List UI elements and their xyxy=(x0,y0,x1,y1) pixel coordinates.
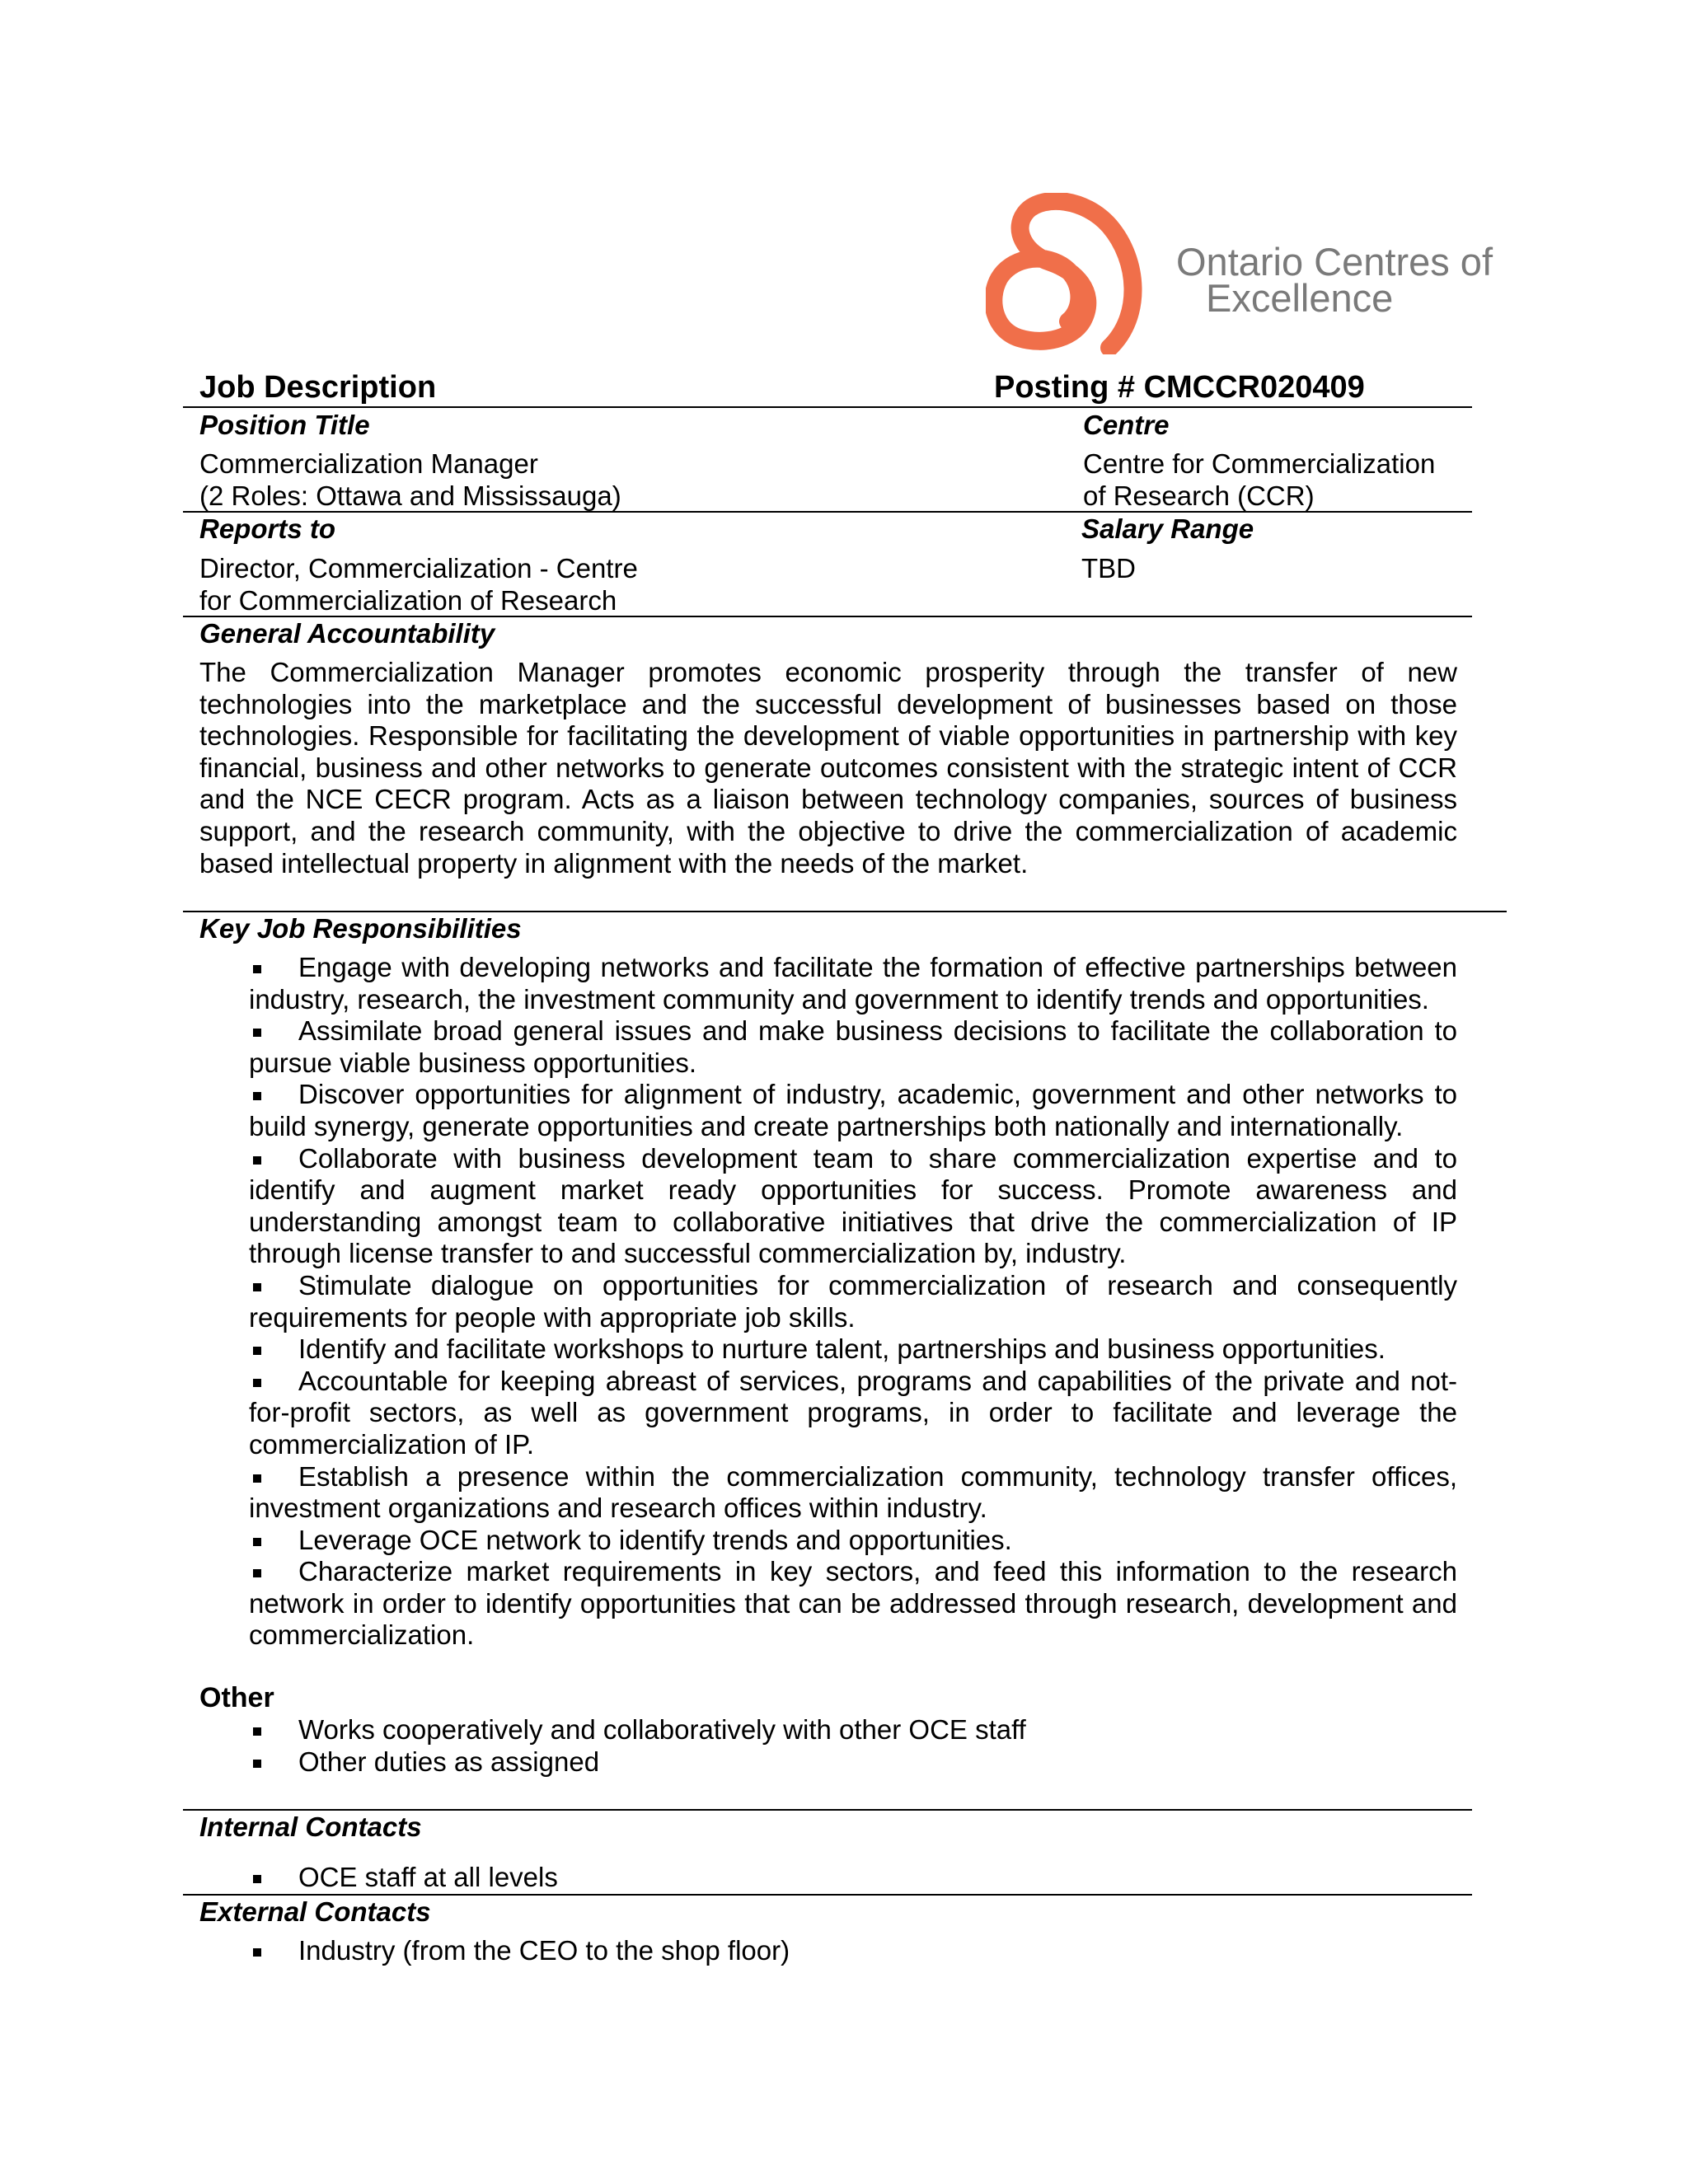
other-label: Other xyxy=(199,1682,274,1713)
position-title-line1: Commercialization Manager xyxy=(199,448,538,479)
list-item: OCE staff at all levels xyxy=(298,1862,558,1892)
list-item: Characterize market requirements in key sectors, and feed this information to the research network in order to identify opportunities that can be addressed through research, development and commercialization. xyxy=(249,1556,1457,1651)
general-accountability-label: General Accountability xyxy=(199,618,495,649)
key-responsibilities-label: Key Job Responsibilities xyxy=(199,913,522,944)
general-accountability-text: The Commercialization Manager promotes economic prosperity through the transfer of new technologies into the marketplace and the successful development of businesses based on those technologies. Responsible for facilitating the development of viable opportunities in partnership with key financial, business and other networks to generate outcomes consistent with the strategic intent of CCR and the NCE CECR program. Acts as a liaison between technology companies, sources of business support, and the research community, with the objective to drive the commercialization of academic based intellectual property in alignment with the needs of the market. xyxy=(199,657,1457,879)
centre-line1: Centre for Commercialization xyxy=(1083,448,1436,479)
oce-logo-icon xyxy=(986,193,1147,354)
list-item: Stimulate dialogue on opportunities for commercialization of research and consequently requirements for people with appropriate job skills. xyxy=(249,1269,1457,1333)
internal-contacts-label: Internal Contacts xyxy=(199,1811,422,1842)
reports-to-line1: Director, Commercialization - Centre xyxy=(199,553,638,583)
document-title: Job Description xyxy=(199,370,437,405)
position-title-line2: (2 Roles: Ottawa and Mississauga) xyxy=(199,480,621,511)
responsibilities-list xyxy=(249,952,1457,1652)
list-item: Collaborate with business development team to share commercialization expertise and to identify and augment market ready opportunities for success. Promote awareness and understanding amongst team to collaborative initiatives that drive the commercialization of IP through license transfer to and successful commercialization by, industry. xyxy=(249,1142,1457,1269)
list-item: Accountable for keeping abreast of services, programs and capabilities of the private and not-for-profit sectors, as well as government programs, in order to facilitate and leverage the commercialization of IP. xyxy=(249,1365,1457,1460)
position-title-label: Position Title xyxy=(199,410,370,440)
divider xyxy=(183,511,1472,513)
internal-contacts-list xyxy=(249,1862,1457,1894)
list-item: Industry (from the CEO to the shop floor) xyxy=(298,1935,790,1966)
list-item: Engage with developing networks and facilitate the formation of effective partnerships between industry, research, the investment community and government to identify trends and opportunities. xyxy=(249,952,1457,1015)
list-item: Leverage OCE network to identify trends and opportunities. xyxy=(298,1524,1012,1555)
centre-line2: of Research (CCR) xyxy=(1083,480,1315,511)
salary-range-value: TBD xyxy=(1081,553,1136,583)
centre-label: Centre xyxy=(1083,410,1170,440)
reports-to-line2: for Commercialization of Research xyxy=(199,585,617,616)
list-item: Works cooperatively and collaboratively with other OCE staff xyxy=(298,1714,1026,1745)
other-list xyxy=(249,1714,1457,1778)
reports-to-label: Reports to xyxy=(199,513,335,544)
external-contacts-list xyxy=(249,1935,1457,1967)
list-item: Identify and facilitate workshops to nurture talent, partnerships and business opportunities. xyxy=(298,1333,1386,1365)
logo-line-1: Ontario Centres of xyxy=(1176,240,1493,284)
logo-wordmark xyxy=(1176,240,1522,320)
list-item: Discover opportunities for alignment of industry, academic, government and other networks to build synergy, generate opportunities and create partnerships both nationally and internationally. xyxy=(249,1079,1457,1141)
divider xyxy=(183,406,1472,408)
list-item: Assimilate broad general issues and make business decisions to facilitate the collaboration to pursue viable business opportunities. xyxy=(249,1015,1457,1078)
logo-line-2: Excellence xyxy=(1206,276,1394,320)
external-contacts-label: External Contacts xyxy=(199,1896,431,1927)
salary-range-label: Salary Range xyxy=(1081,513,1254,544)
list-item: Establish a presence within the commercialization community, technology transfer offices, investment organizations and research offices within industry. xyxy=(249,1460,1457,1524)
posting-number: Posting # CMCCR020409 xyxy=(994,370,1365,405)
list-item: Other duties as assigned xyxy=(298,1746,600,1777)
